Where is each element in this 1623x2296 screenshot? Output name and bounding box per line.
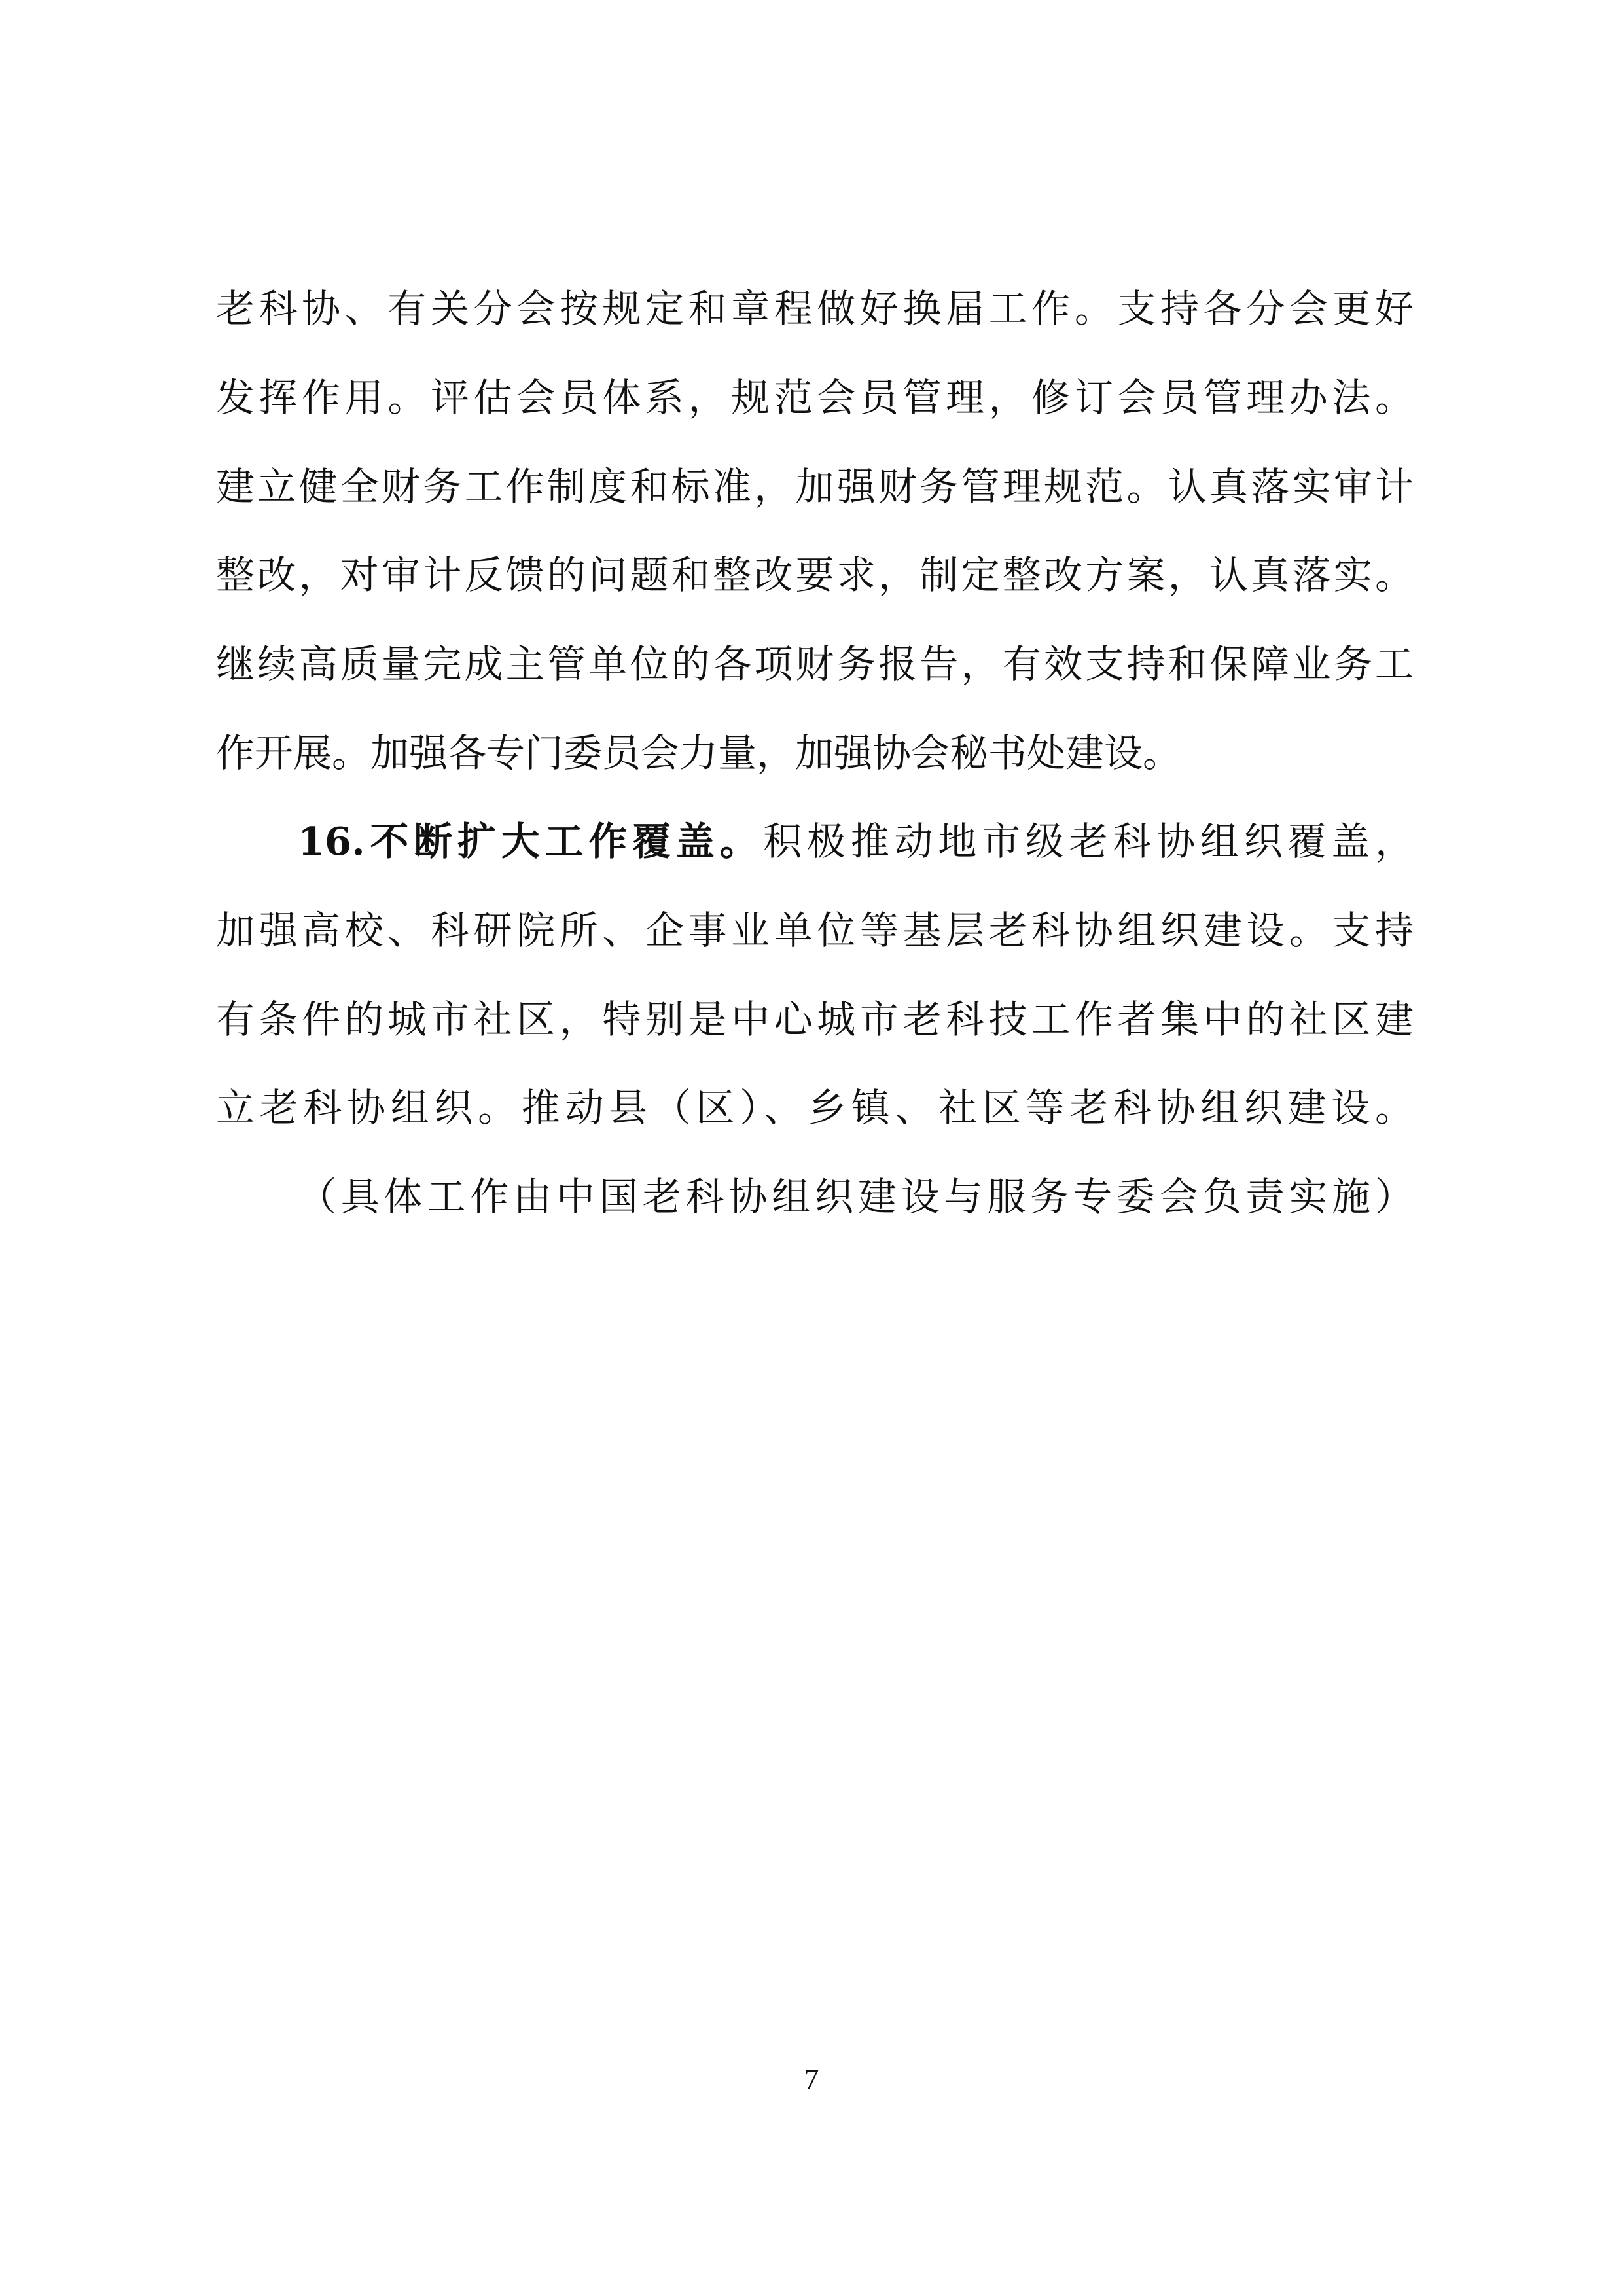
paragraph-line: 立老科协组织。推动县（区）、乡镇、社区等老科协组织建设。	[216, 1085, 1414, 1130]
page-number: 7	[804, 2062, 819, 2096]
paragraph-line: 加强高校、科研院所、企事业单位等基层老科协组织建设。支持	[216, 908, 1414, 953]
paragraph-line: 老科协、有关分会按规定和章程做好换届工作。支持各分会更好	[216, 286, 1414, 331]
paragraph-line: 整改，对审计反馈的问题和整改要求，制定整改方案，认真落实。	[216, 552, 1414, 598]
paragraph-line: 作开展。加强各专门委员会力量，加强协会秘书处建设。	[216, 730, 1182, 776]
item-16-text: 积极推动地市级老科协组织覆盖，	[763, 819, 1414, 864]
paragraph-line: 继续高质量完成主管单位的各项财务报告，有效支持和保障业务工	[216, 641, 1414, 687]
item-16-first-line	[298, 816, 1414, 868]
paragraph-line: 建立健全财务工作制度和标准，加强财务管理规范。认真落实审计	[216, 464, 1414, 509]
item-16-heading: 16.不断扩大工作覆盖。	[298, 819, 764, 864]
paragraph-line: 发挥作用。评估会员体系，规范会员管理，修订会员管理办法。	[216, 375, 1414, 420]
responsibility-note: （具体工作由中国老科协组织建设与服务专委会负责实施）	[298, 1174, 1414, 1219]
paragraph-line: 有条件的城市社区，特别是中心城市老科技工作者集中的社区建	[216, 997, 1414, 1042]
